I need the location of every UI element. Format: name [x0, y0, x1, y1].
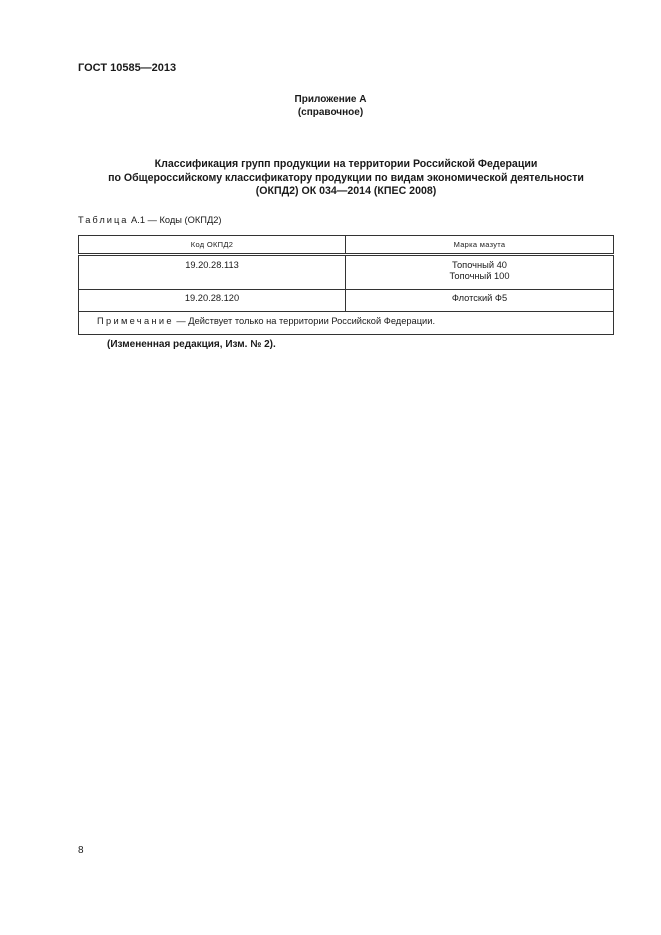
appendix-heading: [0, 93, 661, 119]
table-caption-label: Таблица: [78, 215, 129, 225]
title-line-3: (ОКПД2) ОК 034—2014 (КПЕС 2008): [255, 185, 437, 197]
table-row: [79, 255, 614, 290]
grade-cell: [346, 290, 614, 312]
grade-cell: [346, 255, 614, 290]
codes-table: [78, 235, 614, 335]
amendment-note: (Измененная редакция, Изм. № 2).: [107, 339, 276, 350]
page-number: 8: [78, 845, 84, 856]
title-line-2: по Общероссийскому классификатору продукции по видам экономической деятельности: [108, 171, 584, 184]
grade-item: Флотский Ф5: [451, 293, 508, 303]
code-cell: 19.20.28.120: [79, 290, 346, 312]
table-row: [79, 290, 614, 312]
appendix-subtitle: (справочное): [297, 107, 364, 118]
section-title: [78, 158, 614, 199]
note-text: — Действует только на территории Российской Федерации.: [173, 316, 436, 326]
note-label: Примечание: [97, 316, 174, 326]
grade-item: Топочный 40: [452, 260, 507, 270]
table-note: [79, 312, 614, 335]
appendix-title: Приложение А: [294, 94, 367, 105]
title-line-1: Классификация групп продукции на территории Российской Федерации: [154, 158, 538, 170]
code-cell: 19.20.28.113: [79, 255, 346, 290]
table-note-row: [79, 312, 614, 335]
column-header-grade: Марка мазута: [346, 236, 614, 255]
table-caption-text: А.1 — Коды (ОКПД2): [131, 215, 222, 225]
column-header-code: Код ОКПД2: [79, 236, 346, 255]
grade-item: Топочный 100: [449, 271, 510, 281]
table-caption: [78, 215, 222, 225]
table-header-row: [79, 236, 614, 255]
document-code: ГОСТ 10585—2013: [78, 62, 177, 74]
